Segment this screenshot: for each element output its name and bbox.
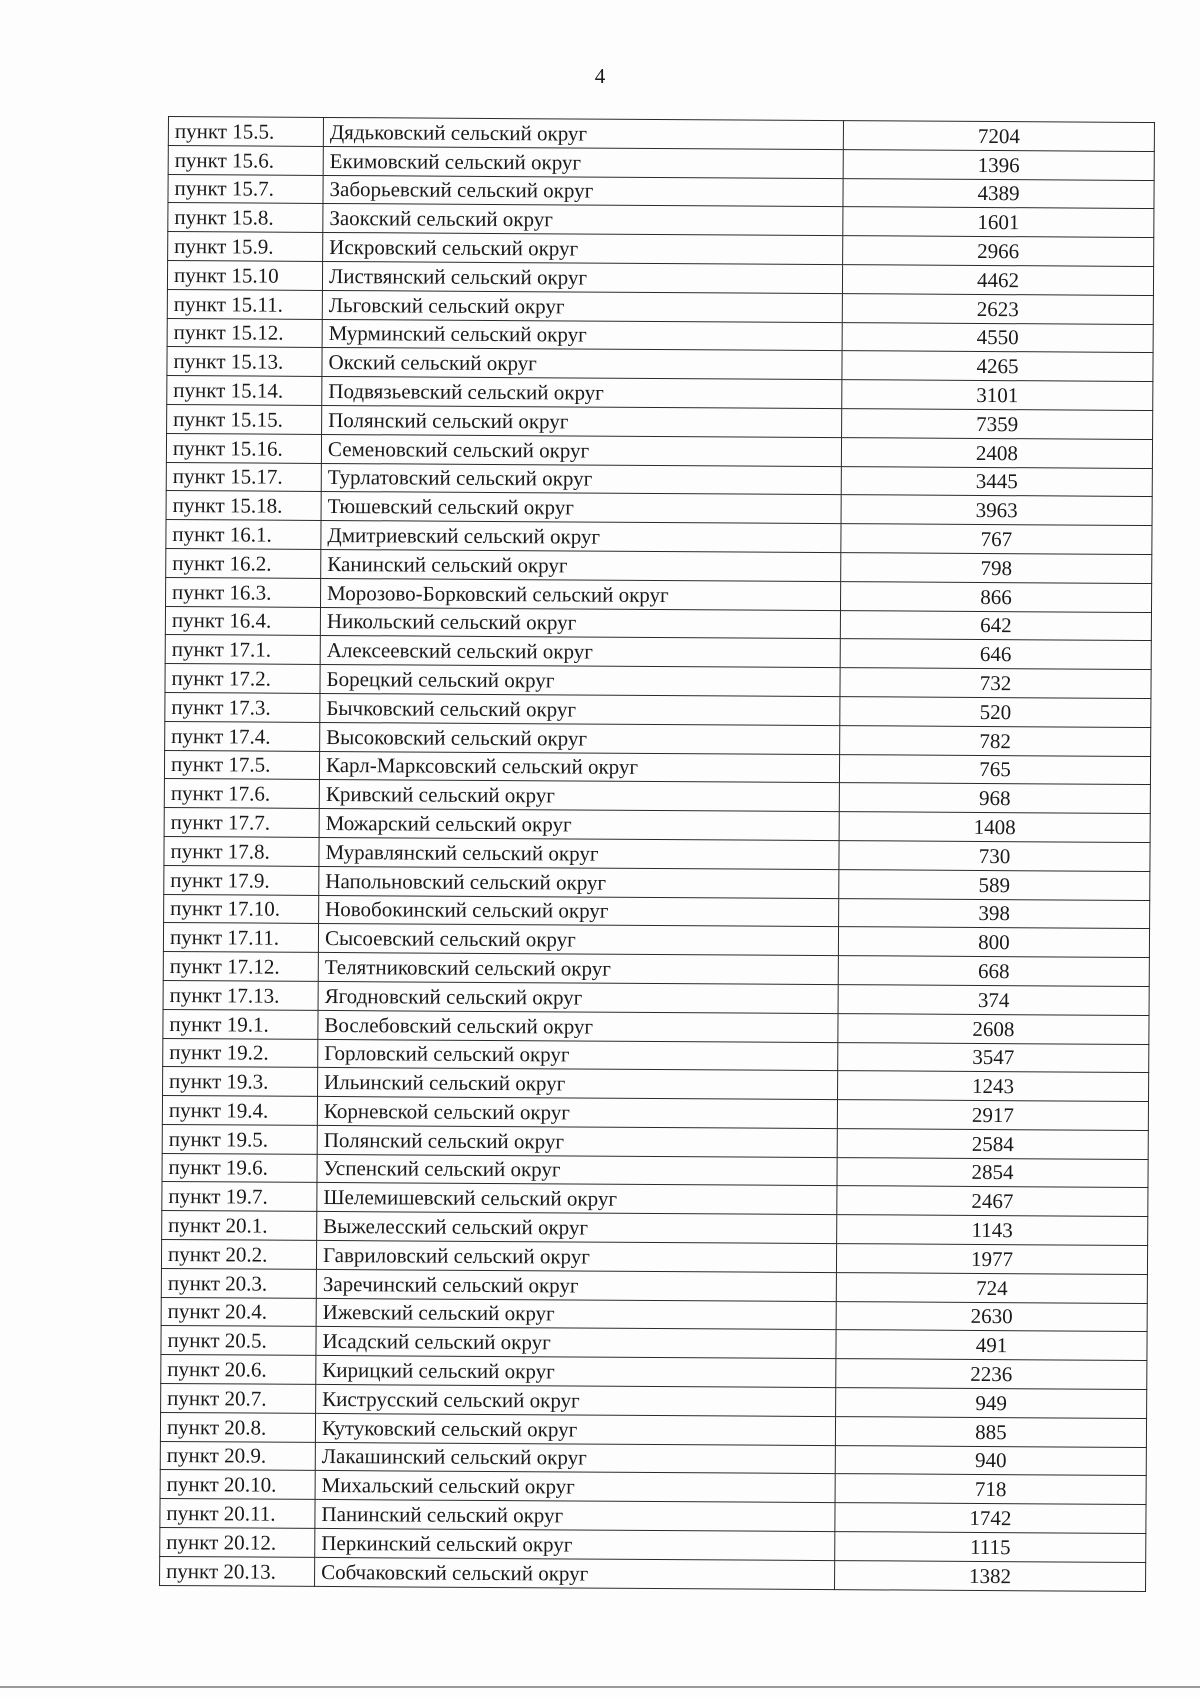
value-cell: 3101 bbox=[842, 380, 1153, 411]
district-name-cell: Никольский сельский округ bbox=[320, 607, 840, 639]
item-number-cell: пункт 15.5. bbox=[168, 117, 323, 147]
value-cell: 1382 bbox=[835, 1560, 1146, 1591]
value-cell: 7204 bbox=[843, 121, 1154, 152]
item-number-cell: пункт 17.7. bbox=[164, 808, 319, 838]
item-number-cell: пункт 15.9. bbox=[168, 232, 323, 262]
district-name-cell: Тюшевский сельский округ bbox=[321, 492, 841, 524]
district-name-cell: Шелемишевский сельский округ bbox=[317, 1183, 837, 1215]
value-cell: 782 bbox=[840, 725, 1151, 756]
item-number-cell: пункт 17.13. bbox=[163, 980, 318, 1010]
item-number-cell: пункт 17.1. bbox=[165, 635, 320, 665]
district-name-cell: Высоковский сельский округ bbox=[320, 722, 840, 754]
value-cell: 732 bbox=[840, 668, 1151, 699]
value-cell: 866 bbox=[840, 581, 1151, 612]
item-number-cell: пункт 19.4. bbox=[162, 1096, 317, 1126]
value-cell: 724 bbox=[836, 1272, 1147, 1303]
district-name-cell: Можарский сельский округ bbox=[319, 809, 839, 841]
value-cell: 1977 bbox=[836, 1244, 1147, 1275]
value-cell: 3963 bbox=[841, 495, 1152, 526]
value-cell: 940 bbox=[835, 1445, 1146, 1476]
value-cell: 2408 bbox=[841, 437, 1152, 468]
value-cell: 765 bbox=[839, 754, 1150, 785]
value-cell: 4550 bbox=[842, 322, 1153, 353]
district-name-cell: Сысоевский сельский округ bbox=[318, 924, 838, 956]
value-cell: 589 bbox=[839, 869, 1150, 900]
value-cell: 4462 bbox=[842, 265, 1153, 296]
scan-edge-line bbox=[0, 1686, 1200, 1688]
item-number-cell: пункт 17.3. bbox=[165, 692, 320, 722]
value-cell: 2966 bbox=[843, 236, 1154, 267]
value-cell: 3547 bbox=[838, 1042, 1149, 1073]
district-name-cell: Напольновский сельский округ bbox=[319, 866, 839, 898]
district-name-cell: Выжелесский сельский округ bbox=[317, 1212, 837, 1244]
district-name-cell: Муравлянский сельский округ bbox=[319, 837, 839, 869]
item-number-cell: пункт 20.8. bbox=[160, 1412, 315, 1442]
settlement-table bbox=[159, 116, 1155, 1592]
district-name-cell: Окский сельский округ bbox=[322, 348, 842, 380]
district-name-cell: Ильинский сельский округ bbox=[318, 1068, 838, 1100]
district-name-cell: Ижевский сельский округ bbox=[316, 1298, 836, 1330]
item-number-cell: пункт 15.13. bbox=[167, 347, 322, 377]
page-number: 4 bbox=[594, 64, 606, 88]
district-name-cell: Турлатовский сельский округ bbox=[321, 463, 841, 495]
district-name-cell: Лакашинский сельский округ bbox=[315, 1442, 835, 1474]
district-name-cell: Ягодновский сельский округ bbox=[318, 981, 838, 1013]
value-cell: 968 bbox=[839, 783, 1150, 814]
item-number-cell: пункт 17.12. bbox=[163, 952, 318, 982]
item-number-cell: пункт 20.7. bbox=[161, 1384, 316, 1414]
item-number-cell: пункт 15.12. bbox=[167, 318, 322, 348]
district-name-cell: Листвянский сельский округ bbox=[322, 261, 842, 293]
value-cell: 7359 bbox=[842, 409, 1153, 440]
district-name-cell: Полянский сельский округ bbox=[322, 405, 842, 437]
item-number-cell: пункт 17.5. bbox=[164, 750, 319, 780]
item-number-cell: пункт 20.6. bbox=[161, 1355, 316, 1385]
item-number-cell: пункт 20.10. bbox=[160, 1470, 315, 1500]
value-cell: 3445 bbox=[841, 466, 1152, 497]
district-name-cell: Дмитриевский сельский округ bbox=[321, 521, 841, 553]
item-number-cell: пункт 17.11. bbox=[163, 923, 318, 953]
value-cell: 398 bbox=[839, 898, 1150, 929]
item-number-cell: пункт 15.7. bbox=[168, 174, 323, 204]
table-row bbox=[160, 1556, 1146, 1591]
value-cell: 949 bbox=[836, 1388, 1147, 1419]
district-name-cell: Дядьковский сельский округ bbox=[323, 117, 843, 149]
district-name-cell: Корневской сельский округ bbox=[317, 1097, 837, 1129]
district-name-cell: Заокский сельский округ bbox=[323, 204, 843, 236]
value-cell: 2854 bbox=[837, 1157, 1148, 1188]
value-cell: 374 bbox=[838, 985, 1149, 1016]
item-number-cell: пункт 20.3. bbox=[161, 1268, 316, 1298]
item-number-cell: пункт 17.2. bbox=[165, 664, 320, 694]
district-name-cell: Искровский сельский округ bbox=[323, 233, 843, 265]
district-name-cell: Киструсский сельский округ bbox=[316, 1384, 836, 1416]
district-name-cell: Подвязьевский сельский округ bbox=[322, 377, 842, 409]
item-number-cell: пункт 19.6. bbox=[162, 1153, 317, 1183]
item-number-cell: пункт 15.16. bbox=[166, 433, 321, 463]
value-cell: 1601 bbox=[843, 207, 1154, 238]
item-number-cell: пункт 15.11. bbox=[167, 289, 322, 319]
value-cell: 1243 bbox=[838, 1071, 1149, 1102]
value-cell: 2608 bbox=[838, 1013, 1149, 1044]
district-name-cell: Собчаковский сельский округ bbox=[315, 1557, 835, 1589]
item-number-cell: пункт 19.2. bbox=[163, 1038, 318, 1068]
district-name-cell: Кутуковский сельский округ bbox=[315, 1413, 835, 1445]
value-cell: 1396 bbox=[843, 149, 1154, 180]
item-number-cell: пункт 19.1. bbox=[163, 1009, 318, 1039]
item-number-cell: пункт 15.10 bbox=[167, 260, 322, 290]
district-name-cell: Перкинский сельский округ bbox=[315, 1528, 835, 1560]
value-cell: 668 bbox=[838, 956, 1149, 987]
value-cell: 491 bbox=[836, 1330, 1147, 1361]
value-cell: 2623 bbox=[842, 293, 1153, 324]
district-name-cell: Заборьевский сельский округ bbox=[323, 175, 843, 207]
district-name-cell: Исадский сельский округ bbox=[316, 1327, 836, 1359]
value-cell: 2630 bbox=[836, 1301, 1147, 1332]
item-number-cell: пункт 15.6. bbox=[168, 145, 323, 175]
item-number-cell: пункт 17.8. bbox=[164, 836, 319, 866]
district-name-cell: Канинский сельский округ bbox=[321, 549, 841, 581]
value-cell: 2584 bbox=[837, 1128, 1148, 1159]
item-number-cell: пункт 16.2. bbox=[166, 548, 321, 578]
item-number-cell: пункт 17.10. bbox=[164, 894, 319, 924]
district-name-cell: Кирицкий сельский округ bbox=[316, 1356, 836, 1388]
item-number-cell: пункт 19.3. bbox=[163, 1067, 318, 1097]
item-number-cell: пункт 20.4. bbox=[161, 1297, 316, 1327]
value-cell: 798 bbox=[841, 553, 1152, 584]
value-cell: 4389 bbox=[843, 178, 1154, 209]
item-number-cell: пункт 17.4. bbox=[165, 721, 320, 751]
item-number-cell: пункт 16.4. bbox=[165, 606, 320, 636]
value-cell: 2467 bbox=[837, 1186, 1148, 1217]
item-number-cell: пункт 20.2. bbox=[161, 1240, 316, 1270]
district-name-cell: Карл-Марксовский сельский округ bbox=[319, 751, 839, 783]
item-number-cell: пункт 20.11. bbox=[160, 1499, 315, 1529]
district-name-cell: Вослебовский сельский округ bbox=[318, 1010, 838, 1042]
value-cell: 1143 bbox=[837, 1215, 1148, 1246]
item-number-cell: пункт 20.5. bbox=[161, 1326, 316, 1356]
district-name-cell: Панинский сельский округ bbox=[315, 1500, 835, 1532]
value-cell: 718 bbox=[835, 1474, 1146, 1505]
value-cell: 1408 bbox=[839, 812, 1150, 843]
item-number-cell: пункт 20.1. bbox=[162, 1211, 317, 1241]
value-cell: 730 bbox=[839, 841, 1150, 872]
district-name-cell: Бычковский сельский округ bbox=[320, 693, 840, 725]
item-number-cell: пункт 20.9. bbox=[160, 1441, 315, 1471]
district-name-cell: Телятниковский сельский округ bbox=[318, 953, 838, 985]
district-name-cell: Кривский сельский округ bbox=[319, 780, 839, 812]
district-name-cell: Морозово-Борковский сельский округ bbox=[321, 578, 841, 610]
item-number-cell: пункт 17.6. bbox=[164, 779, 319, 809]
value-cell: 1742 bbox=[835, 1503, 1146, 1534]
district-name-cell: Мурминский сельский округ bbox=[322, 319, 842, 351]
item-number-cell: пункт 15.14. bbox=[167, 376, 322, 406]
district-name-cell: Алексеевский сельский округ bbox=[320, 636, 840, 668]
district-name-cell: Горловский сельский округ bbox=[318, 1039, 838, 1071]
item-number-cell: пункт 20.13. bbox=[160, 1556, 315, 1586]
value-cell: 800 bbox=[838, 927, 1149, 958]
district-name-cell: Гавриловский сельский округ bbox=[316, 1241, 836, 1273]
item-number-cell: пункт 17.9. bbox=[164, 865, 319, 895]
item-number-cell: пункт 19.7. bbox=[162, 1182, 317, 1212]
item-number-cell: пункт 16.1. bbox=[166, 520, 321, 550]
value-cell: 2917 bbox=[837, 1100, 1148, 1131]
item-number-cell: пункт 15.8. bbox=[168, 203, 323, 233]
district-name-cell: Семеновский сельский округ bbox=[321, 434, 841, 466]
value-cell: 646 bbox=[840, 639, 1151, 670]
value-cell: 642 bbox=[840, 610, 1151, 641]
value-cell: 520 bbox=[840, 697, 1151, 728]
item-number-cell: пункт 20.12. bbox=[160, 1528, 315, 1558]
district-name-cell: Льговский сельский округ bbox=[322, 290, 842, 322]
value-cell: 4265 bbox=[842, 351, 1153, 382]
value-cell: 2236 bbox=[836, 1359, 1147, 1390]
item-number-cell: пункт 16.3. bbox=[166, 577, 321, 607]
district-name-cell: Борецкий сельский округ bbox=[320, 665, 840, 697]
district-name-cell: Успенский сельский округ bbox=[317, 1154, 837, 1186]
item-number-cell: пункт 19.5. bbox=[162, 1124, 317, 1154]
table-body bbox=[160, 117, 1155, 1592]
item-number-cell: пункт 15.15. bbox=[167, 404, 322, 434]
district-name-cell: Новобокинский сельский округ bbox=[319, 895, 839, 927]
value-cell: 1115 bbox=[835, 1532, 1146, 1563]
district-name-cell: Екимовский сельский округ bbox=[323, 146, 843, 178]
value-cell: 767 bbox=[841, 524, 1152, 555]
district-name-cell: Михальский сельский округ bbox=[315, 1471, 835, 1503]
district-name-cell: Заречинский сельский округ bbox=[316, 1269, 836, 1301]
value-cell: 885 bbox=[835, 1416, 1146, 1447]
item-number-cell: пункт 15.18. bbox=[166, 491, 321, 521]
item-number-cell: пункт 15.17. bbox=[166, 462, 321, 492]
district-name-cell: Полянский сельский округ bbox=[317, 1125, 837, 1157]
